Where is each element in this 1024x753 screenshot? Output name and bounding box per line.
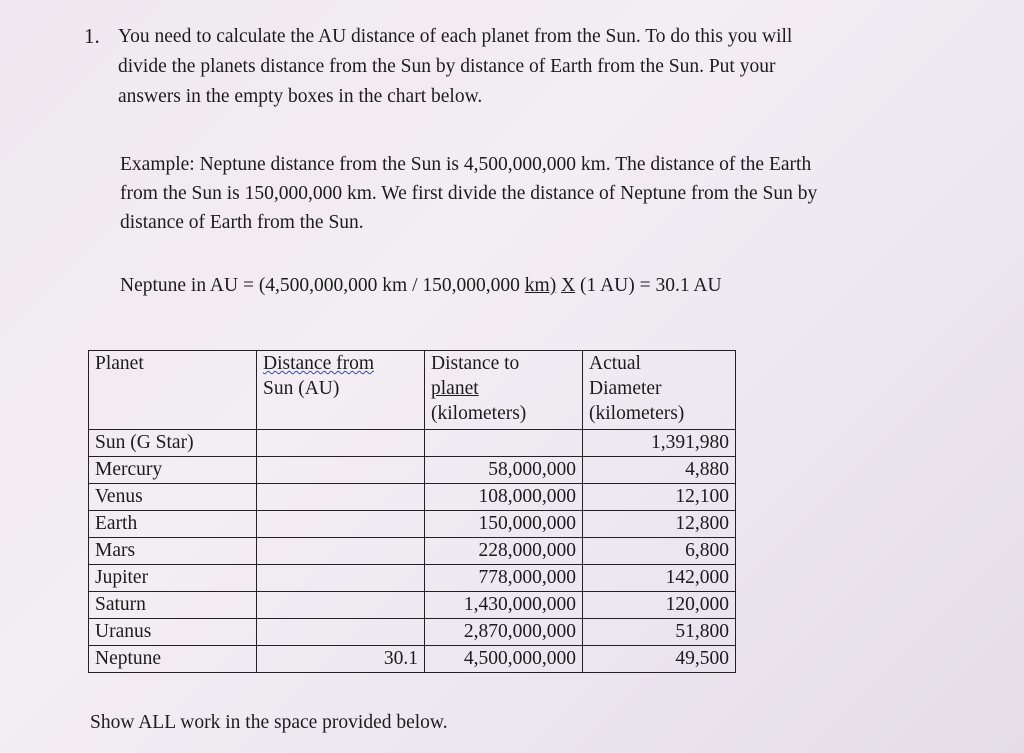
- example-paragraph: [120, 150, 932, 237]
- work-instruction: Show ALL work in the space provided below.: [90, 712, 448, 733]
- distance-au-cell[interactable]: [257, 538, 425, 565]
- formula-part-2: (1 AU) = 30.1 AU: [580, 275, 722, 296]
- distance-km-cell: 58,000,000: [425, 457, 583, 484]
- formula-km: km): [524, 275, 557, 296]
- distance-au-cell[interactable]: [257, 457, 425, 484]
- diameter-cell: 51,800: [583, 619, 736, 646]
- table-row: [89, 538, 736, 565]
- distance-au-cell[interactable]: [257, 430, 425, 457]
- table-row: [89, 430, 736, 457]
- distance-au-cell[interactable]: [257, 619, 425, 646]
- header-diameter: [583, 351, 736, 430]
- distance-km-cell: [425, 430, 583, 457]
- planet-name: Earth: [89, 511, 257, 538]
- table-header-row: [89, 351, 736, 430]
- distance-au-cell[interactable]: [257, 592, 425, 619]
- distance-km-cell: 2,870,000,000: [425, 619, 583, 646]
- diameter-cell: 12,100: [583, 484, 736, 511]
- formula-x: X: [561, 275, 576, 296]
- planet-name: Uranus: [89, 619, 257, 646]
- diameter-cell: 49,500: [583, 646, 736, 673]
- example-line-3: distance of Earth from the Sun.: [120, 212, 364, 233]
- distance-km-cell: 1,430,000,000: [425, 592, 583, 619]
- planet-name: Mercury: [89, 457, 257, 484]
- table-row: [89, 511, 736, 538]
- planet-name: Sun (G Star): [89, 430, 257, 457]
- distance-km-cell: 778,000,000: [425, 565, 583, 592]
- table-row: [89, 619, 736, 646]
- planet-table: [88, 350, 736, 673]
- formula-part-1: Neptune in AU = (4,500,000,000 km / 150,000,000: [120, 275, 520, 296]
- question-line-3: answers in the empty boxes in the chart below.: [118, 86, 483, 107]
- header-distance-km-line3: (kilometers): [431, 403, 527, 424]
- table-row: [89, 646, 736, 673]
- table-row: [89, 592, 736, 619]
- planet-name: Mars: [89, 538, 257, 565]
- diameter-cell: 142,000: [583, 565, 736, 592]
- header-diameter-line3: (kilometers): [589, 403, 685, 424]
- planet-name: Jupiter: [89, 565, 257, 592]
- header-distance-au-line2: Sun (AU): [263, 378, 340, 399]
- distance-au-cell[interactable]: 30.1: [257, 646, 425, 673]
- planet-name: Saturn: [89, 592, 257, 619]
- diameter-cell: 4,880: [583, 457, 736, 484]
- distance-au-cell[interactable]: [257, 484, 425, 511]
- header-distance-km-line2: planet: [431, 378, 479, 399]
- header-diameter-line1: Actual: [589, 353, 641, 374]
- diameter-cell: 12,800: [583, 511, 736, 538]
- header-diameter-line2: Diameter: [589, 378, 662, 399]
- table-row: [89, 457, 736, 484]
- header-planet: Planet: [89, 351, 257, 430]
- question-text: [118, 22, 938, 112]
- distance-km-cell: 150,000,000: [425, 511, 583, 538]
- distance-au-cell[interactable]: [257, 565, 425, 592]
- distance-km-cell: 108,000,000: [425, 484, 583, 511]
- distance-km-cell: 4,500,000,000: [425, 646, 583, 673]
- distance-au-cell[interactable]: [257, 511, 425, 538]
- question-number: 1.: [84, 24, 100, 48]
- header-distance-km-line1: Distance to: [431, 353, 520, 374]
- neptune-formula: [120, 270, 920, 301]
- planet-name: Venus: [89, 484, 257, 511]
- planet-name: Neptune: [89, 646, 257, 673]
- diameter-cell: 6,800: [583, 538, 736, 565]
- example-line-1: Example: Neptune distance from the Sun is 4,500,000,000 km. The distance of the Earth: [120, 154, 812, 175]
- header-distance-km: [425, 351, 583, 430]
- header-distance-au: [257, 351, 425, 430]
- table-row: [89, 484, 736, 511]
- distance-km-cell: 228,000,000: [425, 538, 583, 565]
- question-line-1: You need to calculate the AU distance of each planet from the Sun. To do this you will: [118, 26, 793, 47]
- question-line-2: divide the planets distance from the Sun by distance of Earth from the Sun. Put your: [118, 56, 776, 77]
- diameter-cell: 1,391,980: [583, 430, 736, 457]
- table-row: [89, 565, 736, 592]
- header-distance-au-line1: Distance from: [263, 353, 375, 374]
- diameter-cell: 120,000: [583, 592, 736, 619]
- example-line-2: from the Sun is 150,000,000 km. We first divide the distance of Neptune from the Sun by: [120, 183, 818, 204]
